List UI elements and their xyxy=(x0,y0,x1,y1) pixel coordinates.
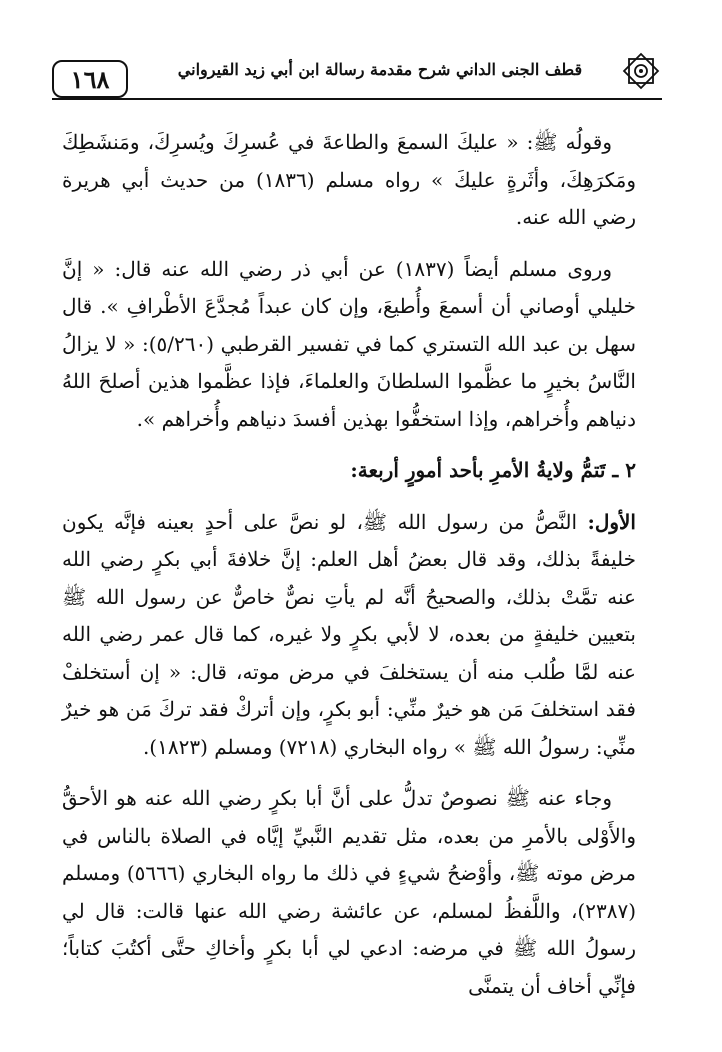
running-title: قطف الجنى الداني شرح مقدمة رسالة ابن أبي زيد القيرواني xyxy=(177,60,583,79)
first-way-text: النَّصُّ من رسول الله ﷺ، لو نصَّ على أحدٍ بعينه فإنَّه يكون خليفةً بذلك، وقد قال بعضُ أهل العلم: إنَّ خلافةَ أبي بكرٍ رضي الله عنه تمَّتْ بذلك، والصحيحُ أنَّه لم يأتِ نصٌّ خاصٌّ عن رسول الله ﷺ بتعيين خليفةٍ من بعده، لا لأبي بكرٍ ولا غيره، كما قال عمر رضي الله عنه لمَّا طُلب منه أن يستخلفَ في مرض موته، قال: « إن أستخلفْ فقد استخلفَ مَن هو خيرٌ منِّي: أبو بكرٍ، وإن أتركْ فقد تركَ مَن هو خيرٌ منِّي: رسولُ الله ﷺ » رواه البخاري (٧٢١٨) ومسلم (١٨٢٣). xyxy=(62,509,636,759)
section-heading-ways-of-leadership: ٢ ـ تَتمُّ ولايةُ الأمرِ بأحد أمورٍ أربعة: xyxy=(350,458,636,482)
page-number: ١٦٨ xyxy=(52,60,128,98)
first-way-label: الأول: xyxy=(587,509,636,534)
eight-point-star-ornament-icon xyxy=(620,50,662,92)
header-rule xyxy=(52,98,662,100)
paragraph-abu-dhar-narration: وروى مسلم أيضاً (١٨٣٧) عن أبي ذر رضي الله عنه قال: « إنَّ خليلي أوصاني أن أسمعَ وأُطيعَ، وإن كان عبداً مُجدَّعَ الأطْرافِ ». قال سهل بن عبد الله التستري كما في تفسير القرطبي (٥/٢٦٠): « لا يزالُ النَّاسُ بخيرٍ ما عظَّموا السلطانَ والعلماءَ، فإذا عظَّموا هذين أصلحَ اللهُ دنياهم وأُخراهم، وإذا استخفُّوا بهذين أفسدَ دنياهم وأُخراهم ». xyxy=(62,256,636,431)
main-text xyxy=(62,124,636,1019)
paragraph-first-way xyxy=(62,504,636,767)
paragraph-abu-bakr-precedence: وجاء عنه ﷺ نصوصٌ تدلُّ على أنَّ أبا بكرٍ رضي الله عنه هو الأحقُّ والأَوْلى بالأمرِ من بعده، مثل تقديم النَّبيِّ إيَّاه في الصلاة بالناس في مرض موته ﷺ، وأوْضحُ شيءٍ في ذلك ما رواه البخاري (٥٦٦٦) ومسلم (٢٣٨٧)، واللَّفظُ لمسلم، عن عائشة رضي الله عنها قالت: قال لي رسولُ الله ﷺ في مرضه: ادعي لي أبا بكرٍ وأخاكِ حتَّى أكتُبَ كتاباً؛ فإنِّي أخاف أن يتمنَّى xyxy=(62,786,636,998)
paragraph-hadith-obedience: وقولُه ﷺ: « عليكَ السمعَ والطاعةَ في عُسرِكَ ويُسرِكَ، ومَنشَطِكَ ومَكرَهِكَ، وأثَرةٍ عليكَ » رواه مسلم (١٨٣٦) من حديث أبي هريرة رضي الله عنه. xyxy=(62,130,636,229)
page-header xyxy=(52,48,662,100)
